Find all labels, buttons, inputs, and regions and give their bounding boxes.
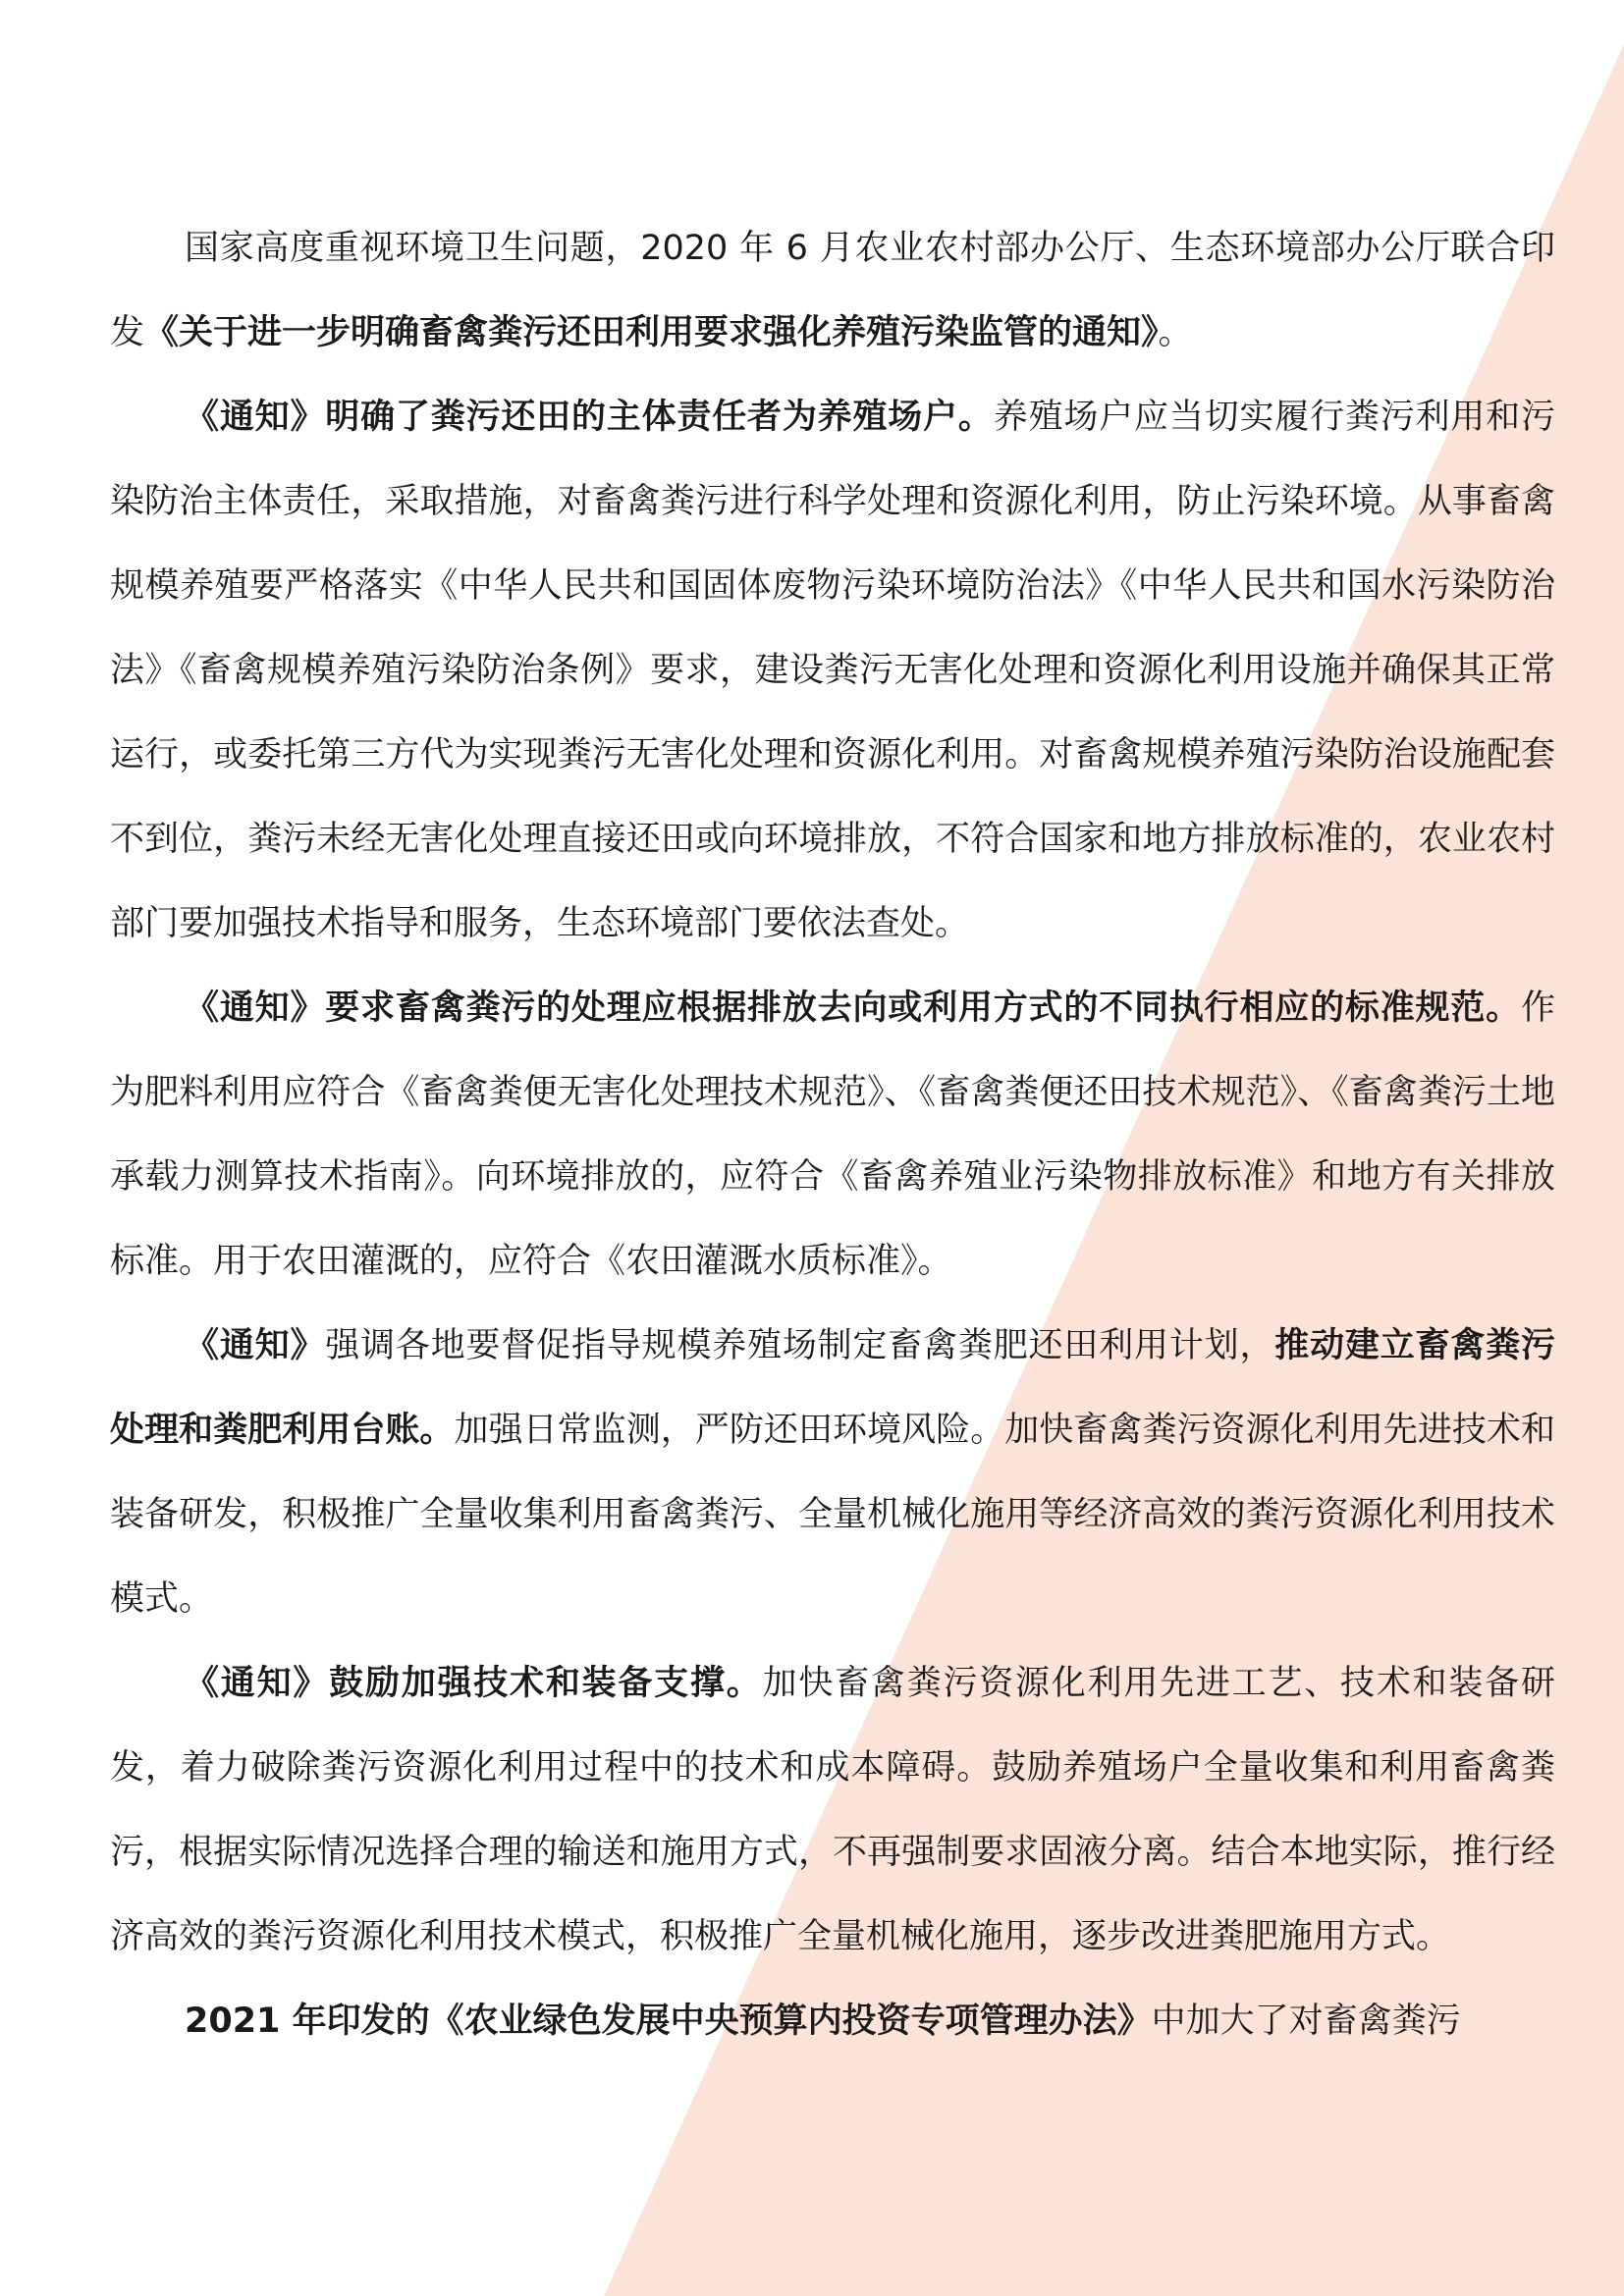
paragraph-6 [110, 1979, 1555, 2063]
paragraph-5 [110, 1641, 1555, 1979]
paragraph-2 [110, 375, 1555, 966]
para-4-span-1: 《通知》 [185, 1326, 326, 1365]
paragraph-1 [110, 206, 1555, 375]
para-5-span-2: 加快畜禽粪污资源化利用先进工艺、技术和装备研发，着力破除粪污资源化利用过程中的技术和成本障碍。鼓励养殖场户全量收集和利用畜禽粪污，根据实际情况选择合理的输送和施用方式，不再强制要求固液分离。结合本地实际，推行经济高效的粪污资源化利用技术模式，积极推广全量机械化施用，逐步改进粪肥施用方式。 [110, 1664, 1555, 1956]
para-2-span-1: 《通知》明确了粪污还田的主体责任者为养殖场户。 [185, 398, 994, 437]
paragraph-3 [110, 966, 1555, 1304]
para-1-span-2: 《关于进一步明确畜禽粪污还田利用要求强化养殖污染监管的通知》 [144, 313, 1159, 352]
para-6-span-1: 2021 年印发的《农业绿色发展中央预算内投资专项管理办法》 [185, 2002, 1152, 2041]
para-1-span-1: 国家高度重视环境卫生问题，2020 年 6 月农业农村部办公厅、生态环境部办公厅联合印发 [110, 229, 1555, 352]
para-6-span-2: 中加大了对畜禽粪污 [1151, 2002, 1461, 2041]
para-4-span-3: 推动建立畜禽粪污处理和粪肥利用台账。 [110, 1326, 1555, 1450]
para-3-span-1: 《通知》要求畜禽粪污的处理应根据排放去向或利用方式的不同执行相应的标准规范。 [185, 988, 1521, 1028]
para-1-span-3: 。 [1158, 313, 1193, 352]
para-4-span-4: 加强日常监测，严防还田环境风险。加快畜禽粪污资源化利用先进技术和装备研发，积极推广全量收集利用畜禽粪污、全量机械化施用等经济高效的粪污资源化利用技术模式。 [110, 1411, 1555, 1619]
para-4-span-2: 强调各地要督促指导规模养殖场制定畜禽粪肥还田利用计划， [325, 1326, 1275, 1365]
document-body [110, 206, 1555, 2063]
para-5-span-1: 《通知》鼓励加强技术和装备支撑。 [185, 1664, 763, 1703]
para-3-span-2: 作为肥料利用应符合《畜禽粪便无害化处理技术规范》、《畜禽粪便还田技术规范》、《畜禽粪污土地承载力测算技术指南》。向环境排放的，应符合《畜禽养殖业污染物排放标准》和地方有关排放标准。用于农田灌溉的，应符合《农田灌溉水质标准》。 [110, 988, 1555, 1281]
paragraph-4 [110, 1304, 1555, 1641]
para-2-span-2: 养殖场户应当切实履行粪污利用和污染防治主体责任，采取措施，对畜禽粪污进行科学处理和资源化利用，防止污染环境。从事畜禽规模养殖要严格落实《中华人民共和国固体废物污染环境防治法》《中华人民共和国水污染防治法》《畜禽规模养殖污染防治条例》要求，建设粪污无害化处理和资源化利用设施并确保其正常运行，或委托第三方代为实现粪污无害化处理和资源化利用。对畜禽规模养殖污染防治设施配套不到位，粪污未经无害化处理直接还田或向环境排放，不符合国家和地方排放标准的，农业农村部门要加强技术指导和服务，生态环境部门要依法查处。 [110, 398, 1555, 943]
